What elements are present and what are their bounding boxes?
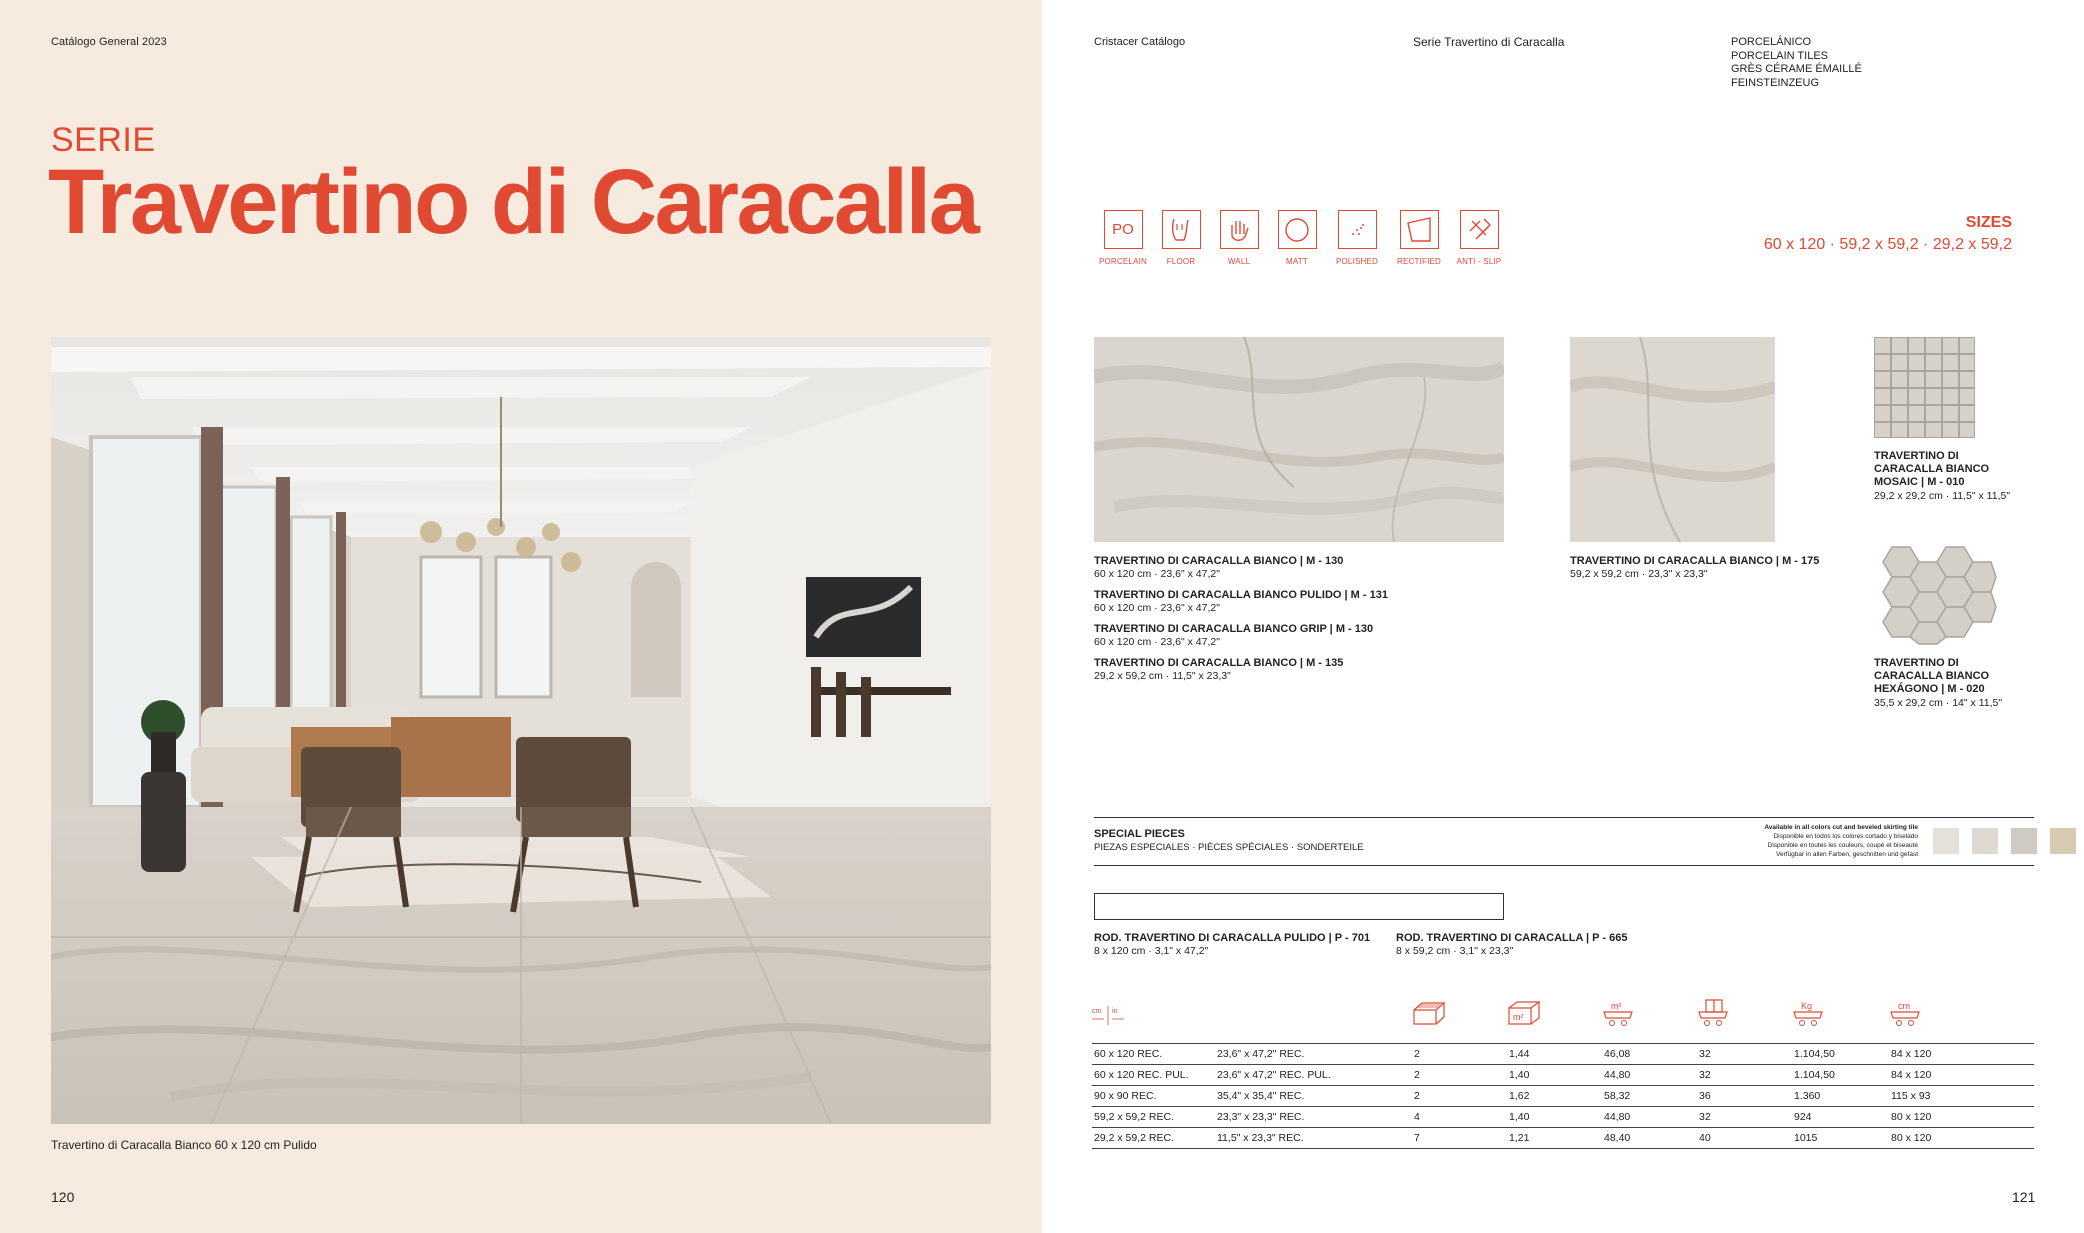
rod-p665: ROD. TRAVERTINO DI CARACALLA | P - 665 8 x 59,2 cm · 3,1" x 23,3" bbox=[1396, 932, 1628, 957]
special-bottom-rule bbox=[1094, 865, 2034, 866]
interior-photo bbox=[51, 337, 991, 1124]
product-m130-grip: TRAVERTINO DI CARACALLA BIANCO GRIP | M - 130 60 x 120 cm · 23,6" x 47,2" bbox=[1094, 623, 1374, 648]
material-gres: GRÈS CÉRAME ÉMAILLÉ bbox=[1731, 63, 1862, 75]
feature-rectified: RECTIFIED bbox=[1388, 210, 1450, 266]
page-number-right: 121 bbox=[2012, 1189, 2036, 1205]
table-row: 90 x 90 REC. 35,4" x 35,4" REC. 2 1,62 58,32 36 1.360 115 x 93 bbox=[1092, 1086, 2034, 1107]
matt-icon bbox=[1278, 210, 1317, 249]
hexagon-image bbox=[1872, 543, 1997, 645]
product-m175: TRAVERTINO DI CARACALLA BIANCO | M - 175 59,2 x 59,2 cm · 23,3" x 23,3" bbox=[1570, 555, 1820, 580]
boxes-pallet-icon bbox=[1697, 998, 1731, 1033]
sizes-title: SIZES bbox=[1965, 214, 2012, 231]
product-m131: TRAVERTINO DI CARACALLA BIANCO PULIDO | M - 131 60 x 120 cm · 23,6" x 47,2" bbox=[1094, 589, 1388, 614]
table-row: 60 x 120 REC. PUL. 23,6" x 47,2" REC. PUL. 2 1,40 44,80 32 1.104,50 84 x 120 bbox=[1092, 1065, 2034, 1086]
product-list-60x120 bbox=[1094, 555, 1388, 691]
table-row: 29,2 x 59,2 REC. 11,5" x 23,3" REC. 7 1,21 48,40 40 1015 80 x 120 bbox=[1092, 1128, 2034, 1149]
skirting-swatches bbox=[1933, 828, 2076, 854]
tile-image-59x59 bbox=[1570, 337, 1775, 542]
feature-floor: FLOOR bbox=[1152, 210, 1210, 266]
svg-text:in: in bbox=[1112, 1008, 1118, 1015]
feature-anti-slip: ANTI - SLIP bbox=[1450, 210, 1508, 266]
page-number-left: 120 bbox=[51, 1189, 75, 1205]
serie-label: SERIE bbox=[51, 121, 156, 159]
svg-text:cm: cm bbox=[1092, 1008, 1102, 1015]
photo-caption: Travertino di Caracalla Bianco 60 x 120 cm Pulido bbox=[51, 1138, 317, 1152]
cm-pallet-icon bbox=[1889, 998, 1923, 1033]
product-hexagon: TRAVERTINO DI CARACALLA BIANCO HEXÁGONO | M - 020 35,5 x 29,2 cm · 14" x 11,5" bbox=[1874, 657, 2003, 709]
m2-pallet-icon bbox=[1602, 998, 1636, 1033]
special-pieces-heading: SPECIAL PIECES PIEZAS ESPECIALES · PIÈCES SPÉCIALES · SONDERTEILE bbox=[1094, 828, 1364, 853]
material-feinsteinzeug: FEINSTEINZEUG bbox=[1731, 76, 1820, 89]
svg-text:Kg: Kg bbox=[1801, 1001, 1813, 1011]
header-left: Cristacer Catálogo bbox=[1094, 36, 1186, 48]
header-center: Serie Travertino di Caracalla bbox=[1413, 35, 1565, 49]
packing-table bbox=[1092, 1043, 2034, 1149]
feature-matt: MATT bbox=[1268, 210, 1326, 266]
wall-icon bbox=[1220, 210, 1259, 249]
living-room-image bbox=[51, 337, 991, 1124]
swatch-bianco bbox=[1933, 828, 1959, 854]
swatch-beige bbox=[2050, 828, 2076, 854]
pieces-box-icon bbox=[1412, 998, 1446, 1033]
swatch-bianco-2 bbox=[1972, 828, 1998, 854]
feature-polished: POLISHED bbox=[1326, 210, 1388, 266]
svg-text:m²: m² bbox=[1513, 1012, 1524, 1022]
feature-icons bbox=[1094, 210, 1508, 266]
right-page bbox=[1042, 0, 2084, 1233]
porcelain-icon: PO bbox=[1104, 210, 1143, 249]
series-title: Travertino di Caracalla bbox=[48, 151, 978, 253]
packing-icons bbox=[1092, 998, 2034, 1032]
feature-porcelain: PO PORCELAIN bbox=[1094, 210, 1152, 266]
kg-pallet-icon bbox=[1792, 998, 1826, 1033]
skirting-tile-image bbox=[1094, 893, 1504, 920]
svg-text:m²: m² bbox=[1611, 1001, 1622, 1011]
anti-slip-icon bbox=[1460, 210, 1499, 249]
special-top-rule bbox=[1094, 817, 2034, 818]
polished-icon bbox=[1338, 210, 1377, 249]
header-materials bbox=[1731, 36, 1862, 90]
mosaic-image bbox=[1874, 337, 1975, 438]
tile-image-60x120 bbox=[1094, 337, 1504, 542]
m2-box-icon bbox=[1507, 998, 1541, 1033]
table-row: 60 x 120 REC. 23,6" x 47,2" REC. 2 1,44 46,08 32 1.104,50 84 x 120 bbox=[1092, 1044, 2034, 1065]
skirting-note: Available in all colors cut and beveled skirting tile Disponible en todos los colores cortado y biselado Disponible en toutes les couleurs, coupé et biseauté Verfügbar in allen Farben, geschnitten und gefast bbox=[1764, 824, 1918, 858]
catalog-header: Catálogo General 2023 bbox=[51, 36, 167, 48]
sizes-list: 60 x 120 · 59,2 x 59,2 · 29,2 x 59,2 bbox=[1763, 236, 2012, 253]
rectified-icon bbox=[1400, 210, 1439, 249]
rod-p701: ROD. TRAVERTINO DI CARACALLA PULIDO | P - 701 8 x 120 cm · 3,1" x 47,2" bbox=[1094, 932, 1371, 957]
feature-wall: WALL bbox=[1210, 210, 1268, 266]
product-m130: TRAVERTINO DI CARACALLA BIANCO | M - 130 60 x 120 cm · 23,6" x 47,2" bbox=[1094, 555, 1344, 580]
table-row: 59,2 x 59,2 REC. 23,3" x 23,3" REC. 4 1,40 44,80 32 924 80 x 120 bbox=[1092, 1107, 2034, 1128]
floor-icon bbox=[1162, 210, 1201, 249]
material-porcelanico: PORCELÁNICO bbox=[1731, 36, 1812, 48]
product-m135: TRAVERTINO DI CARACALLA BIANCO | M - 135 29,2 x 59,2 cm · 11,5" x 23,3" bbox=[1094, 657, 1344, 682]
cm-in-icon bbox=[1092, 1005, 1126, 1032]
material-porcelain-tiles: PORCELAIN TILES bbox=[1731, 49, 1828, 62]
svg-text:cm: cm bbox=[1898, 1001, 1910, 1011]
swatch-grey bbox=[2011, 828, 2037, 854]
product-mosaic: TRAVERTINO DI CARACALLA BIANCO MOSAIC | M - 010 29,2 x 29,2 cm · 11,5" x 11,5" bbox=[1874, 450, 2011, 502]
